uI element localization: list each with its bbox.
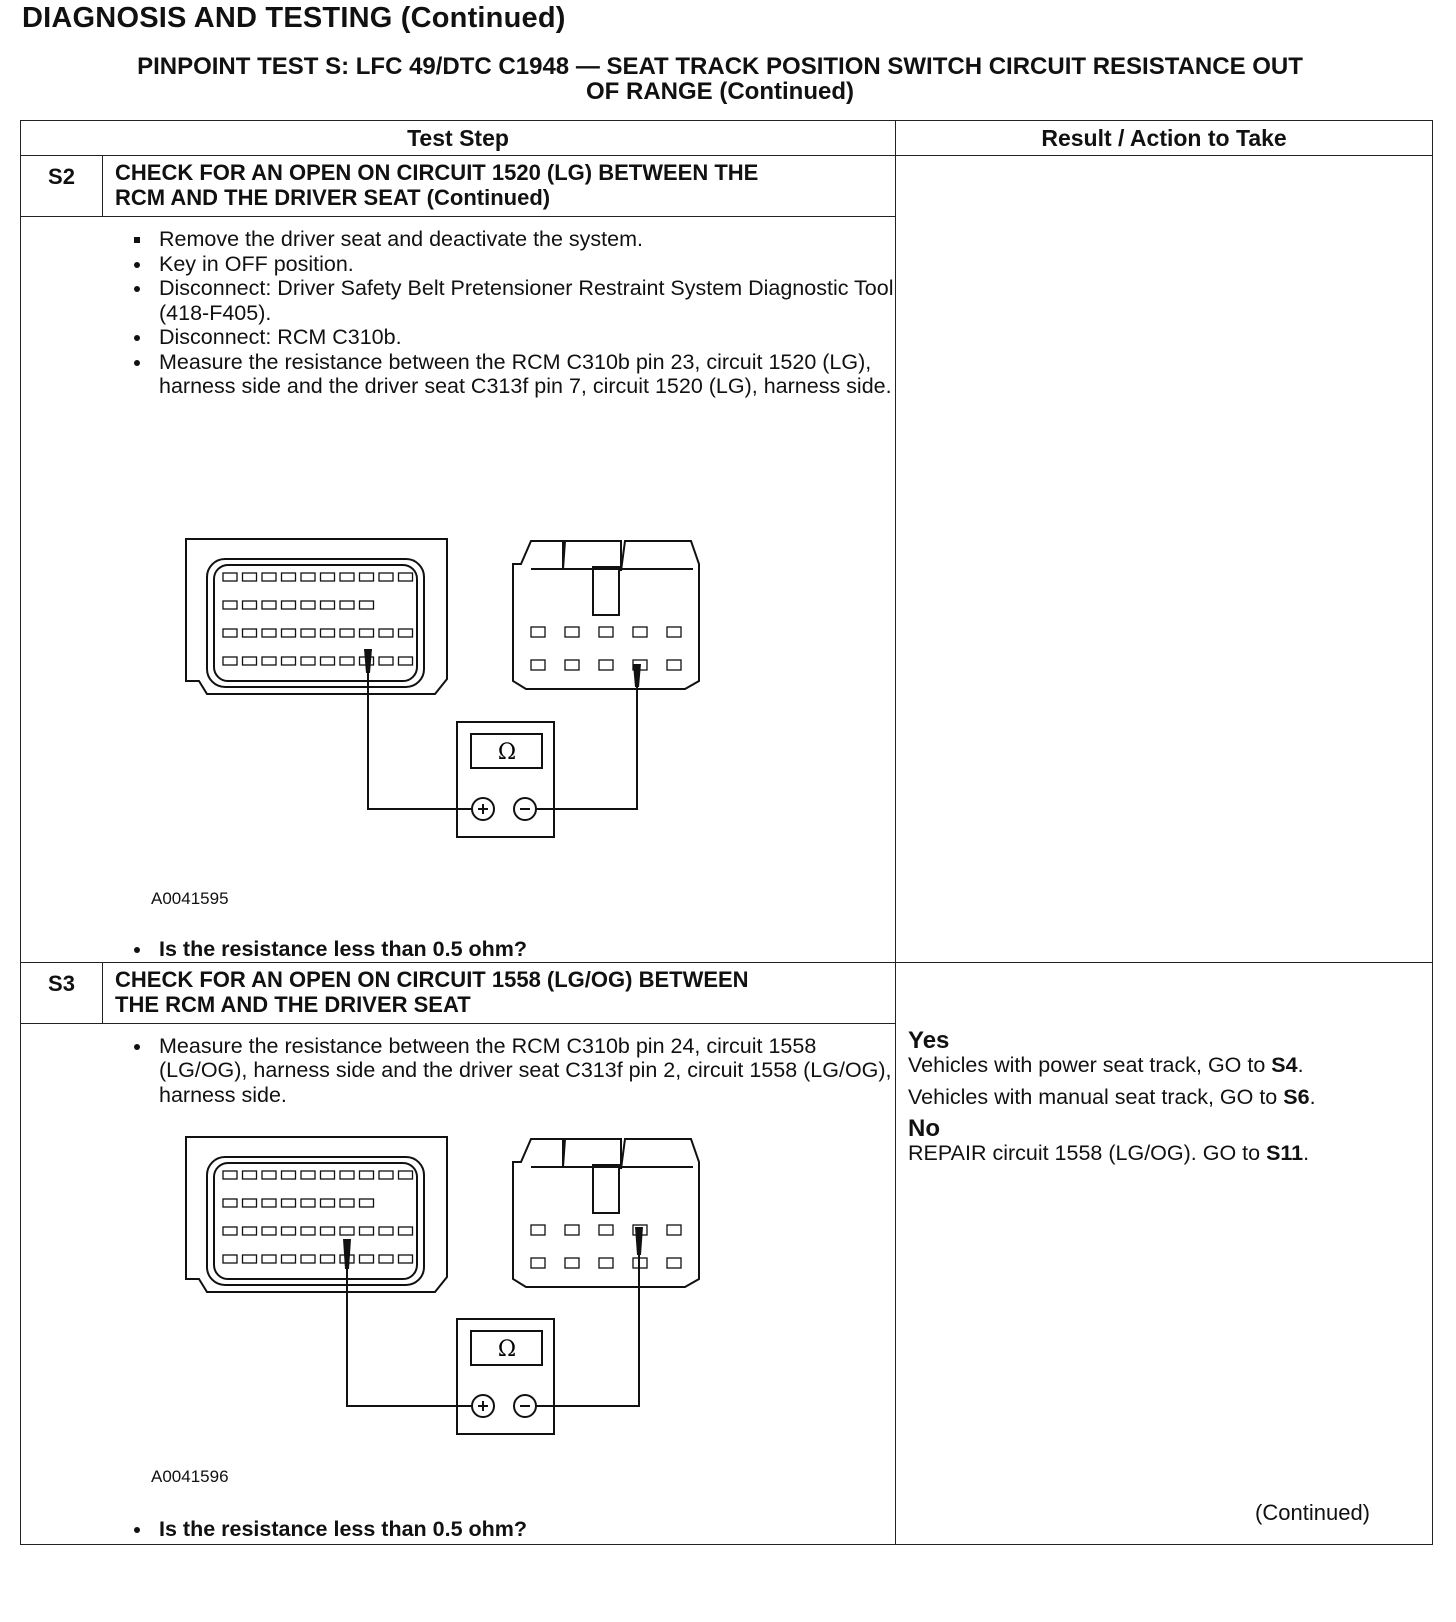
pin-cavity [340, 573, 354, 581]
pin-cavity [379, 1227, 393, 1235]
seat-pin-rows [531, 1225, 681, 1268]
pin-cavity [262, 1199, 276, 1207]
pin-cavity [223, 657, 237, 665]
pin-cavity [301, 629, 315, 637]
step-s3-result-cell [896, 962, 1433, 1544]
seat-pin-rows [531, 627, 681, 670]
rcm-connector-shape [186, 1137, 447, 1292]
pin-cavity [379, 1171, 393, 1179]
pin-cavity [321, 1227, 335, 1235]
pin-cavity [321, 1171, 335, 1179]
pin-cavity [360, 1255, 374, 1263]
pin-cavity [531, 627, 545, 637]
step-bullets [21, 227, 895, 399]
pin-cavity [262, 629, 276, 637]
page-title: DIAGNOSIS AND TESTING (Continued) [22, 2, 566, 34]
pin-cavity [301, 601, 315, 609]
meter-symbol: Ω [497, 1337, 517, 1362]
pin-cavity [243, 629, 257, 637]
pin-cavity [282, 1255, 296, 1263]
pin-cavity [599, 660, 613, 670]
pin-cavity [599, 1225, 613, 1235]
pin-cavity [360, 601, 374, 609]
goto-s11-link[interactable]: S11 [1266, 1140, 1304, 1165]
pin-cavity [282, 601, 296, 609]
step-s2-result-cell [896, 156, 1433, 963]
pin-cavity [243, 1227, 257, 1235]
step-id: S2 [21, 156, 103, 217]
question-text: • Is the resistance less than 0.5 ohm? [153, 937, 895, 962]
pin-cavity [340, 657, 354, 665]
pin-cavity [321, 629, 335, 637]
pin-cavity [360, 573, 374, 581]
continued-label: (Continued) [1255, 1500, 1370, 1525]
pin-cavity [243, 601, 257, 609]
yes-action-1: Vehicles with power seat track, GO to S4. [908, 1052, 1304, 1077]
step-question [21, 1517, 895, 1542]
pin-cavity [301, 1199, 315, 1207]
pin-cavity [599, 627, 613, 637]
pin-cavity [223, 1255, 237, 1263]
pin-cavity [282, 1199, 296, 1207]
pin-cavity [262, 657, 276, 665]
step-title-line-2: THE RCM AND THE DRIVER SEAT [115, 991, 471, 1017]
pin-cavity [399, 1255, 413, 1263]
pinpoint-test-table [20, 120, 1433, 1545]
pin-cavity [565, 627, 579, 637]
pin-cavity [340, 629, 354, 637]
rcm-pin-rows [223, 573, 413, 665]
step-id: S3 [21, 962, 103, 1023]
pin-cavity [360, 629, 374, 637]
yes-action-2-text: Vehicles with manual seat track, GO to [908, 1084, 1284, 1109]
step-title [103, 962, 896, 1023]
negative-lead [536, 681, 637, 809]
bullet-item: • Disconnect: Driver Safety Belt Pretensioner Restraint System Diagnostic Tool (418-F405). [153, 276, 895, 325]
pin-cavity [282, 573, 296, 581]
pin-cavity [379, 657, 393, 665]
pin-cavity [282, 657, 296, 665]
step-title [103, 156, 896, 217]
yes-action-2: Vehicles with manual seat track, GO to S6. [908, 1084, 1316, 1109]
step-title-line-1: CHECK FOR AN OPEN ON CIRCUIT 1558 (LG/OG) BETWEEN [115, 966, 749, 992]
subtitle-line-2: OF RANGE (Continued) [586, 78, 854, 105]
pin-cavity [243, 1255, 257, 1263]
figure-id: A0041595 [151, 888, 229, 908]
rcm-pin-rows [223, 1171, 413, 1263]
pin-cavity [399, 1171, 413, 1179]
no-action: REPAIR circuit 1558 (LG/OG). GO to S11. [908, 1140, 1310, 1165]
step-body [21, 217, 896, 963]
pin-cavity [301, 1171, 315, 1179]
subtitle-line-1: PINPOINT TEST S: LFC 49/DTC C1948 — SEAT TRACK POSITION SWITCH CIRCUIT RESISTANCE OUT [137, 53, 1303, 80]
pin-cavity [301, 657, 315, 665]
step-s3-title-row [21, 962, 1433, 1023]
pin-cavity [321, 601, 335, 609]
pin-cavity [243, 573, 257, 581]
yes-label: Yes [908, 1026, 950, 1054]
pin-cavity [262, 1227, 276, 1235]
pin-cavity [243, 1199, 257, 1207]
step-title-line-2: RCM AND THE DRIVER SEAT (Continued) [115, 185, 551, 210]
pin-cavity [340, 1227, 354, 1235]
pin-cavity [282, 629, 296, 637]
pin-cavity [667, 1258, 681, 1268]
pin-cavity [399, 657, 413, 665]
no-action-text: REPAIR circuit 1558 (LG/OG). GO to [908, 1140, 1267, 1165]
yes-action-1-text: Vehicles with power seat track, GO to [908, 1052, 1272, 1077]
pin-cavity [360, 1171, 374, 1179]
pin-cavity [321, 657, 335, 665]
pin-cavity [282, 1227, 296, 1235]
positive-lead [347, 1247, 472, 1406]
pin-cavity [565, 1225, 579, 1235]
goto-s4-link[interactable]: S4 [1271, 1052, 1298, 1077]
pin-cavity [531, 1258, 545, 1268]
pin-cavity [321, 1255, 335, 1263]
step-body [21, 1023, 896, 1544]
pin-cavity [340, 1171, 354, 1179]
pin-cavity [379, 629, 393, 637]
pin-cavity [565, 660, 579, 670]
meter-symbol: Ω [497, 739, 517, 765]
result-action [896, 963, 1432, 1165]
pin-cavity [360, 1199, 374, 1207]
pin-cavity [301, 1227, 315, 1235]
pin-cavity [262, 1255, 276, 1263]
header-result-action: Result / Action to Take [896, 121, 1433, 156]
wiring-diagram-s3 [21, 1127, 721, 1467]
pin-cavity [399, 573, 413, 581]
step-s2-title-row [21, 156, 1433, 217]
pin-cavity [243, 657, 257, 665]
pin-cavity [379, 1255, 393, 1263]
pin-cavity [282, 1171, 296, 1179]
figure-id: A0041596 [151, 1467, 229, 1486]
pin-cavity [223, 573, 237, 581]
pin-cavity [223, 601, 237, 609]
pin-cavity [379, 573, 393, 581]
bullet-item: • Measure the resistance between the RCM C310b pin 24, circuit 1558 (LG/OG), harness side and the driver seat C313f pin 2, circuit 1558 (LG/OG), harness side. [153, 1034, 895, 1108]
pin-cavity [243, 1171, 257, 1179]
pin-cavity [599, 1258, 613, 1268]
goto-s6-link[interactable]: S6 [1283, 1084, 1310, 1109]
pin-cavity [340, 601, 354, 609]
pin-cavity [531, 1225, 545, 1235]
pin-cavity [223, 629, 237, 637]
pin-cavity [223, 1227, 237, 1235]
pin-cavity [301, 573, 315, 581]
pin-cavity [301, 1255, 315, 1263]
pin-cavity [262, 1171, 276, 1179]
pin-cavity [667, 1225, 681, 1235]
pin-cavity [321, 573, 335, 581]
pin-cavity [633, 627, 647, 637]
pin-cavity [399, 1227, 413, 1235]
pin-cavity [667, 660, 681, 670]
bullet-item: ▪ Remove the driver seat and deactivate the system. [153, 227, 895, 252]
pin-cavity [340, 1199, 354, 1207]
step-question [21, 937, 895, 962]
pin-cavity [565, 1258, 579, 1268]
pin-cavity [262, 601, 276, 609]
table-header-row [21, 121, 1433, 156]
no-label: No [908, 1114, 941, 1142]
question-text: • Is the resistance less than 0.5 ohm? [153, 1517, 895, 1542]
pin-cavity [531, 660, 545, 670]
wiring-diagram-s2 [21, 419, 721, 889]
pin-cavity [223, 1171, 237, 1179]
pin-cavity [360, 1227, 374, 1235]
bullet-item: • Key in OFF position. [153, 252, 895, 277]
pin-cavity [321, 1199, 335, 1207]
step-bullets [21, 1034, 895, 1108]
pin-cavity [262, 573, 276, 581]
pin-cavity [223, 1199, 237, 1207]
pin-cavity [399, 629, 413, 637]
bullet-item: • Measure the resistance between the RCM C310b pin 23, circuit 1520 (LG), harness side and the driver seat C313f pin 7, circuit 1520 (LG), harness side. [153, 350, 895, 399]
negative-lead [536, 1237, 639, 1406]
pinpoint-test-title [20, 54, 1420, 104]
rcm-connector-shape [186, 539, 447, 694]
pin-cavity [667, 627, 681, 637]
header-test-step: Test Step [21, 121, 896, 156]
step-title-line-1: CHECK FOR AN OPEN ON CIRCUIT 1520 (LG) BETWEEN THE [115, 160, 759, 185]
bullet-item: • Disconnect: RCM C310b. [153, 325, 895, 350]
